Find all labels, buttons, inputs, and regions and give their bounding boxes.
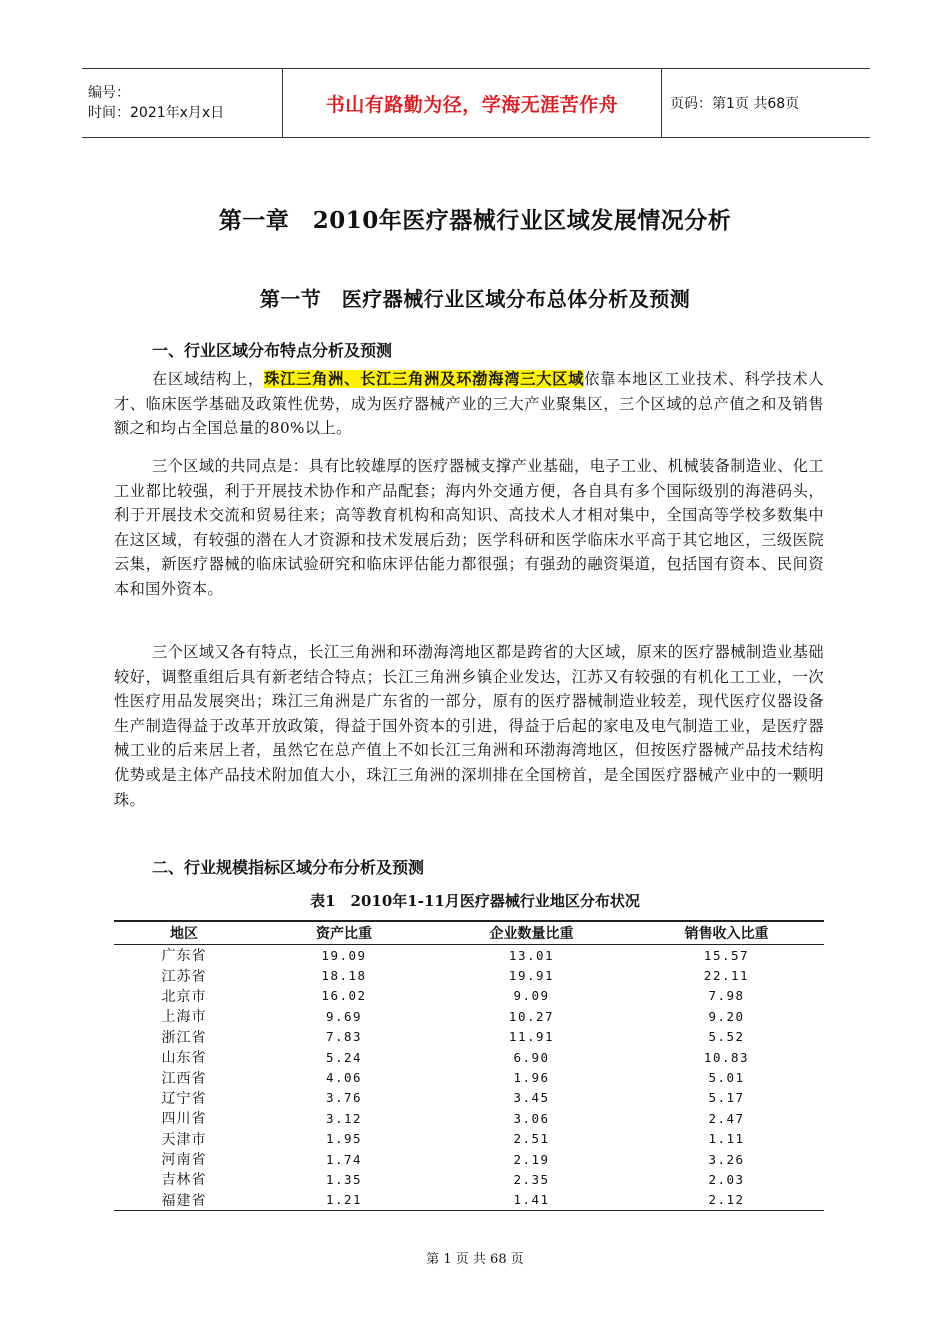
cell-region: 河南省 — [161, 1152, 207, 1169]
document-number-label: 编号： — [88, 85, 130, 101]
cell-enterprises: 9.09 — [513, 988, 550, 1004]
cell-sales: 22.11 — [703, 968, 750, 984]
paragraph-suffix: 依靠本地区工业技术、科学技术人才、临床医学基础及政策性优势，成为医疗器械产业的三大产业聚集区，三个区域的总产值之和及销售额之和均占全国总量的80%以上。 — [114, 370, 825, 438]
cell-enterprises: 10.27 — [508, 1008, 555, 1024]
cell-region: 福建省 — [114, 1190, 254, 1211]
document-time-label: 时间：2021年x月x日 — [88, 105, 225, 121]
table-row — [114, 1067, 824, 1087]
cell-sales: 7.98 — [708, 988, 745, 1004]
cell-sales: 5.17 — [708, 1090, 745, 1106]
table-row — [114, 1027, 824, 1047]
cell-sales: 9.20 — [708, 1008, 745, 1024]
header-motto: 书山有路勤为径，学海无涯苦作舟 — [282, 69, 662, 137]
table-row — [114, 965, 824, 985]
cell-sales: 2.47 — [708, 1110, 745, 1126]
cell-region: 江西省 — [161, 1070, 207, 1087]
cell-assets: 1.95 — [325, 1131, 363, 1147]
table-header-row — [114, 921, 824, 945]
cell-sales: 2.03 — [708, 1171, 745, 1187]
region-distribution-table — [114, 920, 824, 1211]
page-footer: 第 1 页 共 68 页 — [426, 1252, 524, 1267]
subsection-heading-2: 二、行业规模指标区域分布分析及预测 — [152, 858, 425, 877]
cell-enterprises: 6.90 — [513, 1049, 550, 1065]
table-row — [114, 1047, 824, 1067]
cell-enterprises: 2.19 — [513, 1151, 550, 1167]
paragraph-regional-structure — [114, 367, 824, 441]
cell-assets: 16.02 — [321, 988, 367, 1004]
cell-region: 天津市 — [161, 1131, 207, 1148]
cell-region: 北京市 — [161, 988, 207, 1005]
cell-enterprises: 19.91 — [508, 968, 555, 984]
cell-region: 上海市 — [161, 1009, 207, 1026]
cell-sales: 3.26 — [708, 1151, 745, 1167]
cell-assets: 1.21 — [254, 1190, 434, 1211]
cell-assets: 5.24 — [325, 1049, 363, 1065]
table-row — [114, 1190, 824, 1211]
cell-assets: 1.35 — [325, 1171, 363, 1187]
column-header-region: 地区 — [114, 921, 254, 945]
cell-enterprises: 1.41 — [434, 1190, 629, 1211]
cell-assets: 3.12 — [325, 1110, 363, 1126]
section-title: 第一节 医疗器械行业区域分布总体分析及预测 — [259, 287, 691, 311]
table-row — [114, 1149, 824, 1169]
table-row — [114, 1006, 824, 1026]
cell-assets: 1.74 — [325, 1151, 363, 1167]
cell-region: 山东省 — [161, 1050, 207, 1067]
cell-sales: 15.57 — [703, 947, 750, 963]
column-header-sales: 销售收入比重 — [629, 921, 824, 945]
cell-enterprises: 13.01 — [508, 947, 555, 963]
cell-sales: 2.12 — [629, 1190, 824, 1211]
cell-enterprises: 1.96 — [513, 1070, 550, 1086]
cell-region: 广东省 — [161, 948, 207, 965]
document-header — [82, 68, 870, 138]
cell-region: 浙江省 — [161, 1029, 207, 1046]
table-row — [114, 945, 824, 966]
paragraph-prefix: 在区域结构上， — [152, 370, 265, 388]
table-row — [114, 1129, 824, 1149]
table-row — [114, 1169, 824, 1189]
cell-enterprises: 2.51 — [513, 1131, 550, 1147]
table-caption: 表1 2010年1-11月医疗器械行业地区分布状况 — [310, 892, 640, 910]
cell-assets: 19.09 — [321, 947, 367, 963]
cell-assets: 18.18 — [321, 968, 367, 984]
cell-region: 四川省 — [161, 1111, 207, 1128]
paragraph-common-points: 三个区域的共同点是：具有比较雄厚的医疗器械支撑产业基础，电子工业、机械装备制造业、化工工业都比较强，利于开展技术协作和产品配套；海内外交通方便，各自具有多个国际级别的海港码头，利于开展技术交流和贸易往来；高等教育机构和高知识、高技术人才相对集中，全国高等学校多数集中在这区域，有较强的潜在人才资源和技术发展后劲；医学科研和医学临床水平高于其它地区，三级医院云集，新医疗器械的临床试验研究和临床评估能力都很强；有强劲的融资渠道，包括国有资本、民间资本和国外资本。 — [114, 457, 824, 598]
cell-region: 辽宁省 — [161, 1090, 207, 1107]
cell-sales: 1.11 — [708, 1131, 745, 1147]
cell-sales: 5.01 — [708, 1070, 745, 1086]
column-header-enterprises: 企业数量比重 — [434, 921, 629, 945]
cell-region: 江苏省 — [161, 968, 207, 985]
header-page-info: 页码：第1页 共68页 — [670, 96, 800, 112]
table-row — [114, 1108, 824, 1128]
cell-enterprises: 3.45 — [513, 1090, 550, 1106]
table-row — [114, 1088, 824, 1108]
cell-enterprises: 3.06 — [513, 1110, 550, 1126]
cell-assets: 7.83 — [325, 1029, 363, 1045]
chapter-title: 第一章 2010年医疗器械行业区域发展情况分析 — [218, 207, 732, 234]
cell-sales: 10.83 — [703, 1049, 750, 1065]
cell-enterprises: 11.91 — [508, 1029, 555, 1045]
header-meta — [82, 69, 282, 137]
cell-region: 吉林省 — [161, 1172, 207, 1189]
cell-assets: 4.06 — [325, 1070, 363, 1086]
cell-sales: 5.52 — [708, 1029, 745, 1045]
cell-assets: 9.69 — [325, 1008, 363, 1024]
column-header-assets: 资产比重 — [254, 921, 434, 945]
cell-assets: 3.76 — [325, 1090, 363, 1106]
table-row — [114, 986, 824, 1006]
subsection-heading-1: 一、行业区域分布特点分析及预测 — [152, 341, 393, 360]
paragraph-characteristics: 三个区域又各有特点，长江三角洲和环渤海湾地区都是跨省的大区域，原来的医疗器械制造业基础较好，调整重组后具有新老结合特点；长江三角洲乡镇企业发达，江苏又有较强的有机化工工业，一次性医疗用品发展突出；珠江三角洲是广东省的一部分，原有的医疗器械制造业较差，现代医疗仪器设备生产制造得益于改革开放政策，得益于国外资本的引进，得益于后起的家电及电气制造工业，是医疗器械工业的后来居上者，虽然它在总产值上不如长江三角洲和环渤海湾地区，但按医疗器械产品技术结构优势或是主体产品技术附加值大小，珠江三角洲的深圳排在全国榜首，是全国医疗器械产业中的一颗明珠。 — [114, 643, 824, 809]
highlighted-phrase: 珠江三角洲、长江三角洲及环渤海湾三大区域 — [264, 370, 585, 388]
cell-enterprises: 2.35 — [513, 1171, 550, 1187]
